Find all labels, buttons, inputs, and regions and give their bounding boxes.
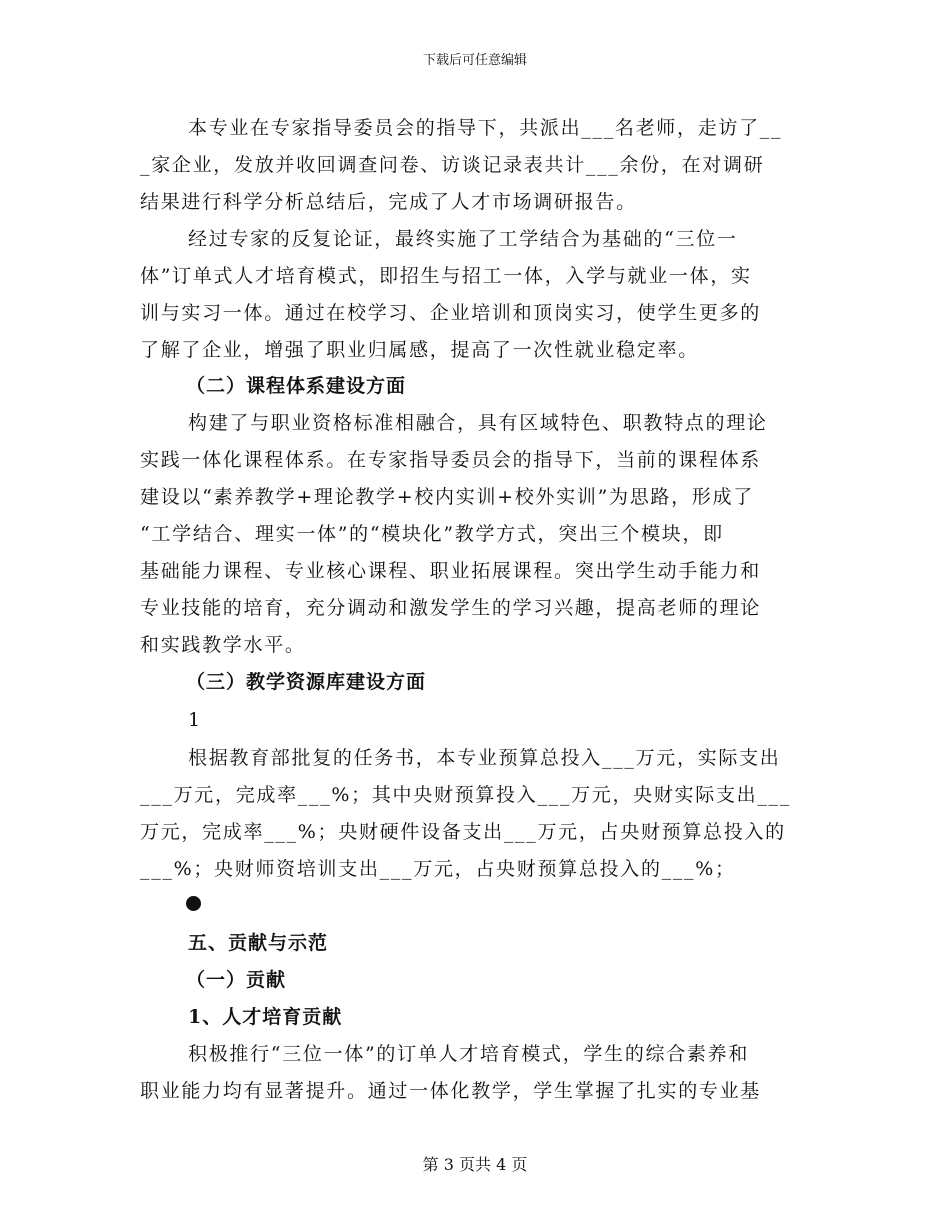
paragraph-line: ___万元，完成率___%；其中央财预算投入___万元，央财实际支出___ (140, 784, 791, 806)
paragraph-line: 构建了与职业资格标准相融合，具有区域特色、职教特点的理论 (188, 412, 768, 434)
subsection-heading: （一）贡献 (186, 969, 287, 991)
paragraph-line: 专业技能的培育，充分调动和激发学生的学习兴趣，提高老师的理论 (140, 597, 762, 619)
paragraph-line: 经过专家的反复论证，最终实施了工学结合为基础的“三位一 (188, 228, 738, 250)
page-footer: 第 3 页共 4 页 (422, 1155, 528, 1174)
paragraph-line: 职业能力均有显著提升。通过一体化教学，学生掌握了扎实的专业基 (140, 1080, 762, 1102)
bullet-dot (186, 896, 201, 911)
paragraph-line: 了解了企业，增强了职业归属感，提高了一次性就业稳定率。 (140, 339, 699, 361)
paragraph-line: ___%；央财师资培训支出___万元，占央财预算总投入的___%； (140, 858, 736, 880)
paragraph-line: _家企业，发放并收回调查问卷、访谈记录表共计___余份，在对调研 (140, 154, 765, 176)
paragraph-line: 本专业在专家指导委员会的指导下，共派出___名老师，走访了__ (188, 117, 783, 139)
list-marker: 1 (188, 709, 202, 731)
paragraph-line: 积极推行“三位一体”的订单人才培育模式，学生的综合素养和 (188, 1043, 750, 1065)
section-heading: （三）教学资源库建设方面 (186, 671, 427, 693)
paragraph-line: 根据教育部批复的任务书，本专业预算总投入___万元，实际支出 (188, 747, 781, 769)
subsection-heading: 1、人才培育贡献 (188, 1006, 343, 1028)
paragraph-line: 结果进行科学分析总结后，完成了人才市场调研报告。 (140, 191, 637, 213)
paragraph-line: 建设以“素养教学+理论教学+校内实训+校外实训”为思路，形成了 (140, 486, 754, 508)
page-header: 下载后可任意编辑 (422, 53, 527, 68)
paragraph-line: 实践一体化课程体系。在专家指导委员会的指导下，当前的课程体系 (140, 449, 762, 471)
paragraph-line: 体”订单式人才培育模式，即招生与招工一体，入学与就业一体，实 (140, 265, 752, 287)
paragraph-line: 万元，完成率___%；央财硬件设备支出___万元，占央财预算总投入的 (140, 821, 786, 843)
paragraph-line: 基础能力课程、专业核心课程、职业拓展课程。突出学生动手能力和 (140, 560, 762, 582)
section-heading: （二）课程体系建设方面 (186, 375, 407, 397)
paragraph-line: 和实践教学水平。 (140, 634, 306, 656)
section-heading: 五、贡献与示范 (188, 932, 329, 954)
paragraph-line: “工学结合、理实一体”的“模块化”教学方式，突出三个模块，即 (140, 523, 724, 545)
paragraph-line: 训与实习一体。通过在校学习、企业培训和顶岗实习，使学生更多的 (140, 302, 762, 324)
